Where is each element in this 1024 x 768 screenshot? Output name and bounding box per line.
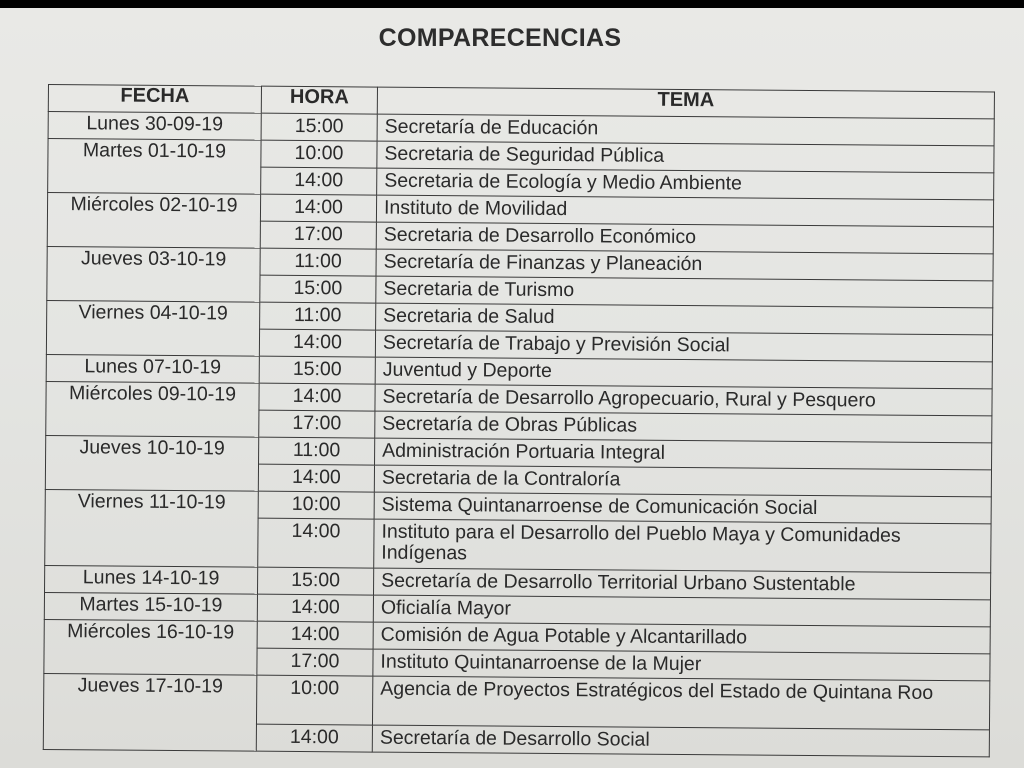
hora-cell: 15:00 bbox=[261, 113, 377, 141]
tema-cell: Secretaría de Desarrollo Agropecuario, Rural y Pesquero bbox=[375, 384, 992, 416]
fecha-cell: Viernes 04-10-19 bbox=[46, 300, 259, 356]
hora-cell: 14:00 bbox=[256, 724, 372, 752]
tema-cell: Secretaría de Trabajo y Previsión Social bbox=[375, 330, 992, 362]
fecha-cell: Miércoles 09-10-19 bbox=[46, 381, 259, 437]
tema-cell: Secretaría de Finanzas y Planeación bbox=[376, 249, 993, 281]
fecha-cell: Miércoles 02-10-19 bbox=[47, 193, 260, 249]
hora-cell: 14:00 bbox=[259, 329, 375, 357]
table-row bbox=[43, 673, 989, 729]
fecha-cell: Lunes 30-09-19 bbox=[48, 112, 261, 141]
header-fecha: FECHA bbox=[48, 85, 261, 114]
fecha-cell: Lunes 07-10-19 bbox=[46, 354, 259, 383]
fecha-cell: Miércoles 16-10-19 bbox=[44, 619, 257, 675]
tema-cell: Secretaria de Salud bbox=[376, 303, 993, 335]
hora-cell: 11:00 bbox=[260, 302, 376, 330]
hora-cell: 14:00 bbox=[258, 464, 374, 492]
tema-cell: Secretaría de Educación bbox=[377, 114, 994, 146]
hora-cell: 10:00 bbox=[258, 491, 374, 519]
hora-cell: 14:00 bbox=[261, 167, 377, 195]
tema-cell: Secretaria de Turismo bbox=[376, 276, 993, 308]
tema-cell: Secretaría de Obras Públicas bbox=[375, 411, 992, 443]
hora-cell: 14:00 bbox=[257, 594, 373, 622]
fecha-cell: Lunes 14-10-19 bbox=[45, 565, 258, 594]
hora-cell: 14:00 bbox=[258, 518, 374, 568]
hora-cell: 15:00 bbox=[260, 275, 376, 303]
hora-cell: 17:00 bbox=[257, 648, 373, 676]
tema-cell: Secretaria de Seguridad Pública bbox=[377, 141, 994, 173]
hora-cell: 14:00 bbox=[259, 383, 375, 411]
tema-cell: Secretaria de Ecología y Medio Ambiente bbox=[377, 168, 994, 200]
fecha-cell: Martes 01-10-19 bbox=[48, 139, 261, 195]
tema-cell: Juventud y Deporte bbox=[375, 357, 992, 389]
tema-cell: Agencia de Proyectos Estratégicos del Estado de Quintana Roo bbox=[372, 676, 989, 730]
hora-cell: 11:00 bbox=[259, 437, 375, 465]
hora-cell: 17:00 bbox=[259, 410, 375, 438]
hora-cell: 15:00 bbox=[259, 356, 375, 384]
tema-cell: Instituto de Movilidad bbox=[376, 195, 993, 227]
tema-cell: Instituto Quintanarroense de la Mujer bbox=[373, 649, 990, 681]
tema-cell: Oficialía Mayor bbox=[373, 595, 990, 627]
tema-cell: Comisión de Agua Potable y Alcantarillado bbox=[373, 622, 990, 654]
header-hora: HORA bbox=[261, 86, 377, 114]
document-page bbox=[0, 8, 1024, 768]
page-title: COMPARECENCIAS bbox=[378, 24, 622, 52]
tema-cell: Instituto para el Desarrollo del Pueblo Maya y Comunidades Indígenas bbox=[374, 519, 991, 573]
hora-cell: 10:00 bbox=[261, 140, 377, 168]
fecha-cell: Jueves 17-10-19 bbox=[43, 673, 257, 751]
fecha-cell: Martes 15-10-19 bbox=[44, 592, 257, 621]
hora-cell: 14:00 bbox=[257, 621, 373, 649]
tema-cell: Sistema Quintanarroense de Comunicación Social bbox=[374, 492, 991, 524]
header-tema: TEMA bbox=[377, 87, 994, 119]
tema-cell: Secretaría de Desarrollo Social bbox=[372, 725, 989, 757]
schedule-body bbox=[43, 112, 994, 757]
hora-cell: 14:00 bbox=[260, 194, 376, 222]
tema-cell: Secretaria de Desarrollo Económico bbox=[376, 222, 993, 254]
hora-cell: 15:00 bbox=[257, 567, 373, 595]
hora-cell: 17:00 bbox=[260, 221, 376, 249]
hora-cell: 10:00 bbox=[256, 675, 372, 725]
tema-cell: Secretaría de Desarrollo Territorial Urbano Sustentable bbox=[373, 568, 990, 600]
tema-cell: Secretaria de la Contraloría bbox=[374, 465, 991, 497]
tema-cell: Administración Portuaria Integral bbox=[375, 438, 992, 470]
schedule-table bbox=[43, 84, 995, 757]
fecha-cell: Viernes 11-10-19 bbox=[45, 489, 259, 567]
hora-cell: 11:00 bbox=[260, 248, 376, 276]
fecha-cell: Jueves 03-10-19 bbox=[47, 246, 260, 302]
fecha-cell: Jueves 10-10-19 bbox=[45, 435, 258, 491]
